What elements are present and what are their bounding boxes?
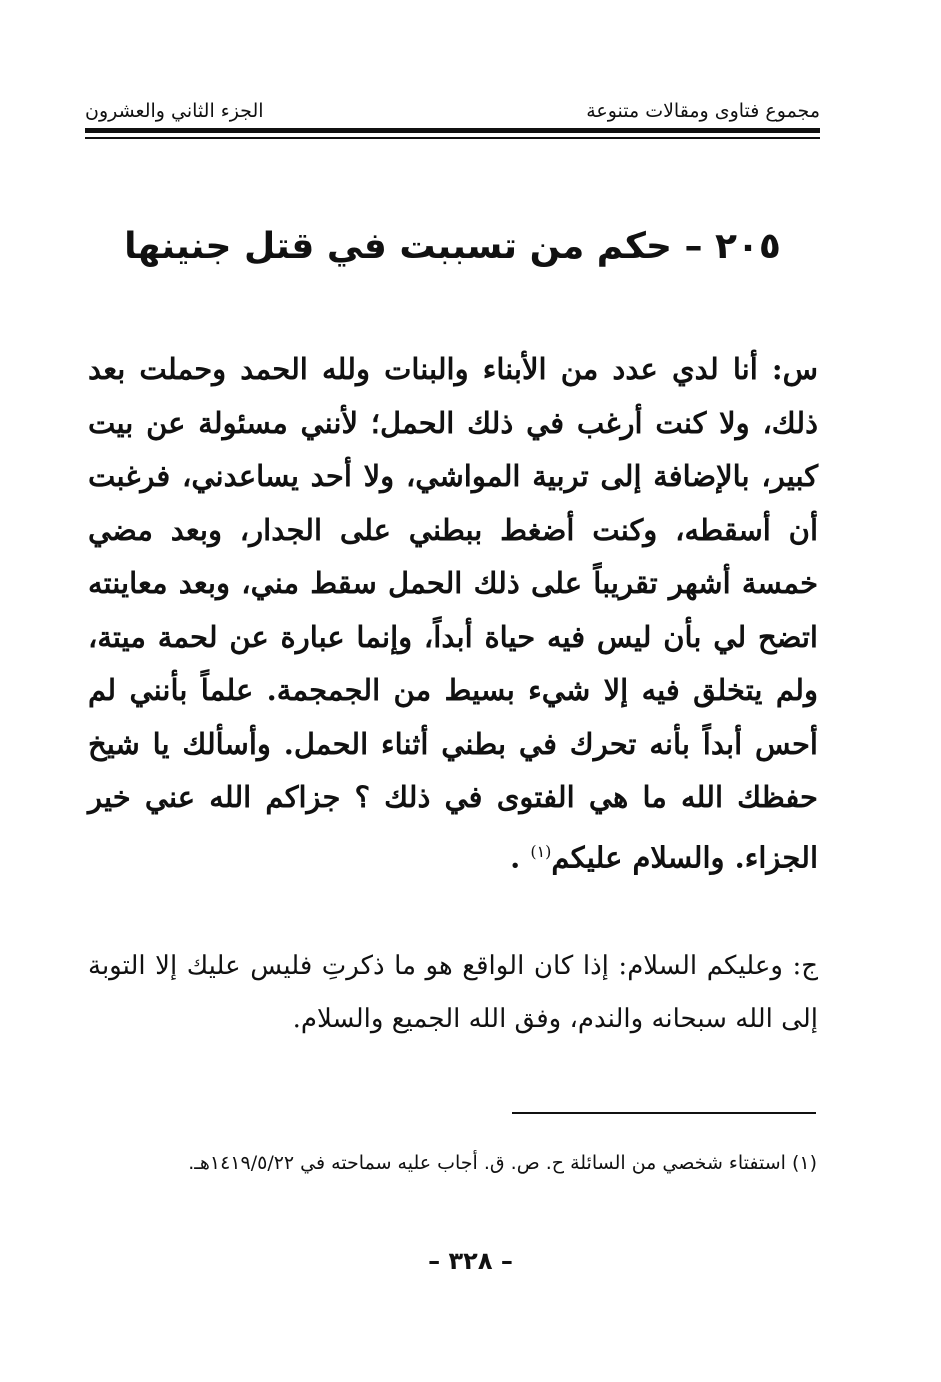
book-title: مجموع فتاوى ومقالات متنوعة	[586, 100, 820, 122]
question-paragraph	[88, 343, 818, 885]
chapter-title: ٢٠٥ – حكم من تسببت في قتل جنينها	[124, 226, 781, 267]
header-rule-thin	[85, 137, 820, 139]
running-header	[85, 90, 820, 122]
question-text: س: أنا لدي عدد من الأبناء والبنات ولله الحمد وحملت بعد ذلك، ولا كنت أرغب في ذلك الحمل؛ لأنني مسئولة عن بيت كبير، بالإضافة إلى تربية المواشي، ولا أحد يساعدني، فرغبت أن أسقطه، وكنت أضغط ببطني على الجدار، وبعد مضي خمسة أشهر تقريباً على ذلك الحمل سقط مني، وبعد معاينته اتضح لي بأن ليس فيه حياة أبداً، وإنما عبارة عن لحمة ميتة، ولم يتخلق فيه إلا شيء بسيط من الجمجمة. علماً بأنني لم أحس أبداً بأنه تحرك في بطني أثناء الحمل. وأسألك يا شيخ حفظك الله ما هي الفتوى في ذلك ؟ جزاكم الله عني خير الجزاء. والسلام عليكم	[88, 352, 818, 875]
answer-paragraph	[88, 940, 818, 1046]
page-number: – ٣٢٨ –	[428, 1247, 513, 1275]
footnote-reference[interactable]: (١)	[530, 841, 552, 861]
answer-text: ج: وعليكم السلام: إذا كان الواقع هو ما ذكرتِ فليس عليك إلا التوبة إلى الله سبحانه والندم، وفق الله الجميع والسلام.	[88, 951, 818, 1034]
volume-label: الجزء الثاني والعشرون	[85, 100, 264, 122]
question-end-mark: .	[510, 840, 531, 875]
header-rule-thick	[85, 128, 820, 133]
footnote-separator	[512, 1112, 816, 1114]
footnote: (١) استفتاء شخصي من السائلة ح. ص. ق. أجاب عليه سماحته في ١٤١٩/٥/٢٢هـ.	[188, 1152, 817, 1174]
